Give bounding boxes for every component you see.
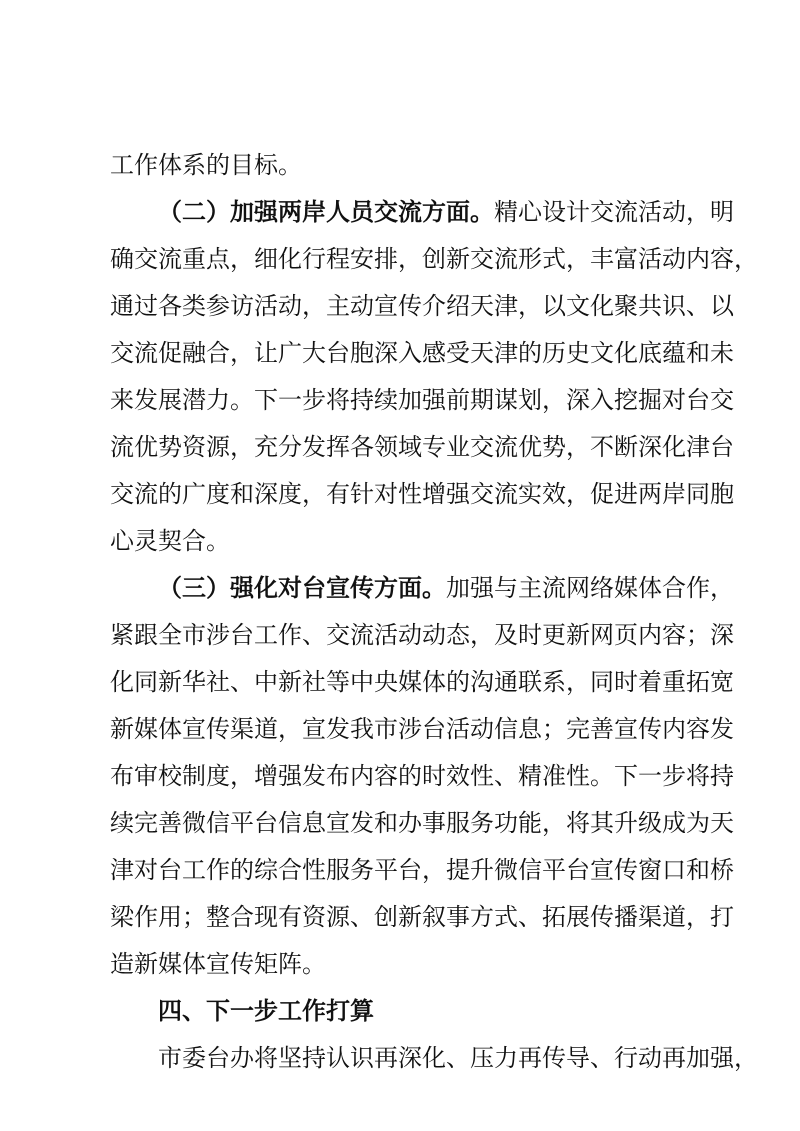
section-4-line-1: 市委台办将坚持认识再深化、压力再传导、行动再加强，	[158, 1044, 758, 1072]
section-heading: 四、下一步工作打算	[158, 997, 374, 1025]
text-line: 梁作用；整合现有资源、创新叙事方式、拓展传播渠道，打	[110, 903, 734, 931]
text-line: 造新媒体宣传矩阵。	[110, 950, 326, 978]
text-line: 化同新华社、中新社等中央媒体的沟通联系，同时着重拓宽	[110, 668, 734, 696]
text-line: 续完善微信平台信息宣发和办事服务功能，将其升级成为天	[110, 809, 734, 837]
text-line: 紧跟全市涉台工作、交流活动动态，及时更新网页内容；深	[110, 621, 734, 649]
text-line: 交流促融合，让广大台胞深入感受天津的历史文化底蕴和未	[110, 339, 734, 367]
text-line: 来发展潜力。下一步将持续加强前期谋划，深入挖掘对台交	[110, 386, 734, 414]
text-line: 新媒体宣传渠道，宣发我市涉台活动信息；完善宣传内容发	[110, 715, 734, 743]
text-line: 布审校制度，增强发布内容的时效性、精准性。下一步将持	[110, 762, 734, 790]
paragraph-2-line-1-rest: 精心设计交流活动，明	[494, 198, 734, 226]
paragraph-3-line-1-rest: 加强与主流网络媒体合作，	[446, 574, 734, 602]
paragraph-2-lead: （二）加强两岸人员交流方面。	[158, 197, 494, 226]
paragraph-3-line-1	[158, 571, 734, 605]
text-line: 工作体系的目标。	[110, 151, 302, 179]
paragraph-2-line-1	[158, 195, 734, 229]
text-line: 津对台工作的综合性服务平台，提升微信平台宣传窗口和桥	[110, 856, 734, 884]
text-line: 心灵契合。	[110, 527, 230, 555]
text-line: 交流的广度和深度，有针对性增强交流实效，促进两岸同胞	[110, 480, 734, 508]
text-line: 确交流重点，细化行程安排，创新交流形式，丰富活动内容，	[110, 245, 758, 273]
paragraph-3-lead: （三）强化对台宣传方面。	[158, 573, 446, 602]
text-line: 通过各类参访活动，主动宣传介绍天津，以文化聚共识、以	[110, 292, 734, 320]
text-line: 流优势资源，充分发挥各领域专业交流优势，不断深化津台	[110, 433, 734, 461]
